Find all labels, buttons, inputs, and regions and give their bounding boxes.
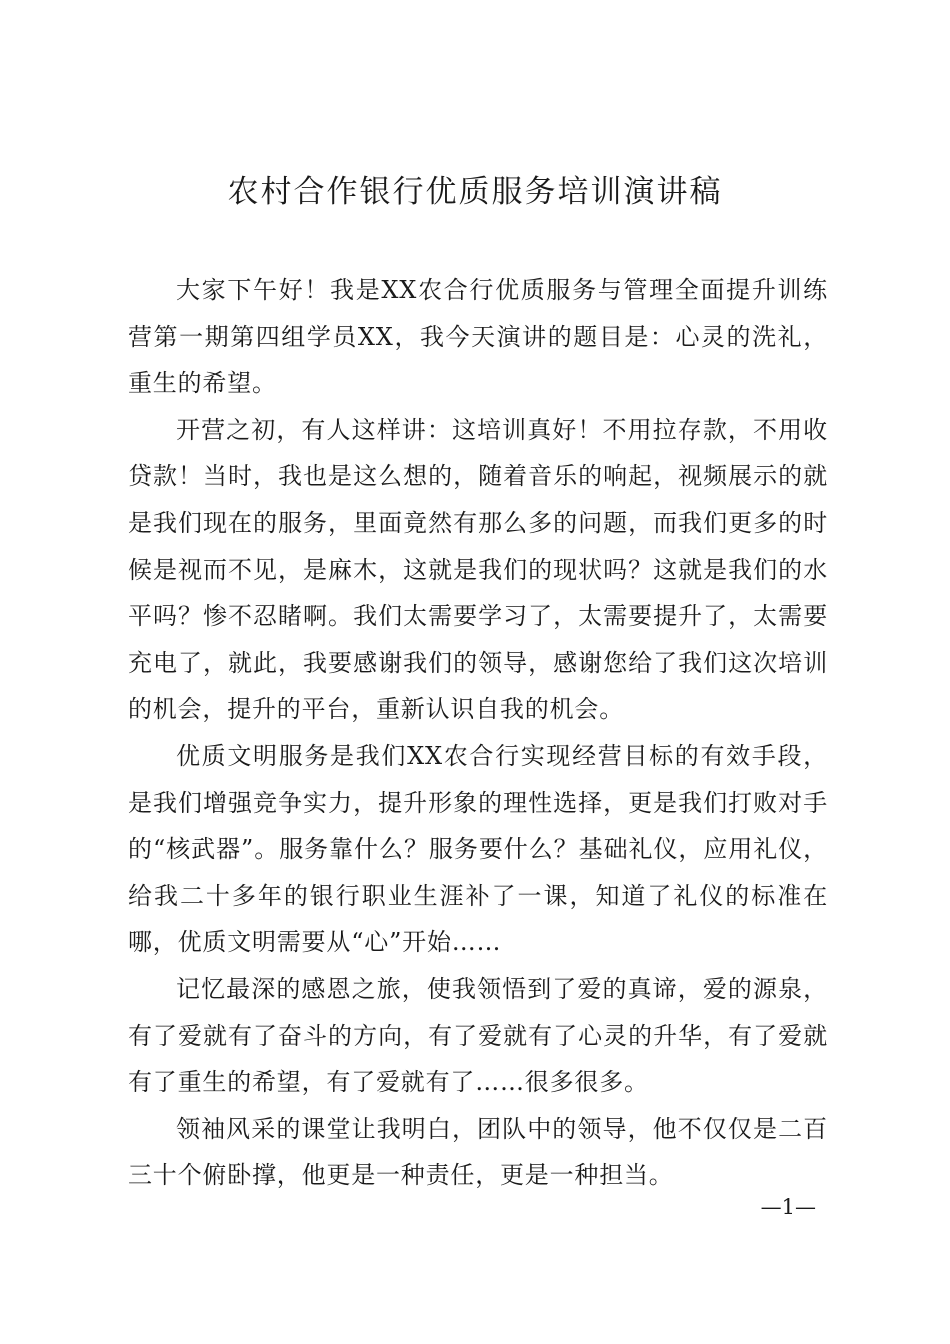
paragraph-1: 大家下午好！我是XX农合行优质服务与管理全面提升训练营第一期第四组学员XX，我今天演讲的题目是：心灵的洗礼，重生的希望。 [128, 276, 828, 398]
page-number: —1— [760, 1195, 816, 1219]
paragraph-5: 领袖风采的课堂让我明白，团队中的领导，他不仅仅是二百三十个俯卧撑，他更是一种责任，更是一种担当。 [128, 1114, 828, 1190]
paragraph-3: 优质文明服务是我们XX农合行实现经营目标的有效手段，是我们增强竞争实力，提升形象的理性选择，更是我们打败对手的“核武器”。服务靠什么？服务要什么？基础礼仪，应用礼仪，给我二十多年的银行职业生涯补了一课，知道了礼仪的标准在哪，优质文明需要从“心”开始…… [128, 741, 828, 957]
document-title: 农村合作银行优质服务培训演讲稿 [227, 174, 723, 210]
document-body [128, 267, 828, 1199]
paragraph-2: 开营之初，有人这样讲：这培训真好！不用拉存款，不用收贷款！当时，我也是这么想的，随着音乐的响起，视频展示的就是我们现在的服务，里面竟然有那么多的问题，而我们更多的时候是视而不见，是麻木，这就是我们的现状吗？这就是我们的水平吗？惨不忍睹啊。我们太需要学习了，太需要提升了，太需要充电了，就此，我要感谢我们的领导，感谢您给了我们这次培训的机会，提升的平台，重新认识自我的机会。 [128, 415, 828, 724]
paragraph-4: 记忆最深的感恩之旅，使我领悟到了爱的真谛，爱的源泉，有了爱就有了奋斗的方向，有了爱就有了心灵的升华，有了爱就有了重生的希望，有了爱就有了……很多很多。 [128, 974, 828, 1097]
